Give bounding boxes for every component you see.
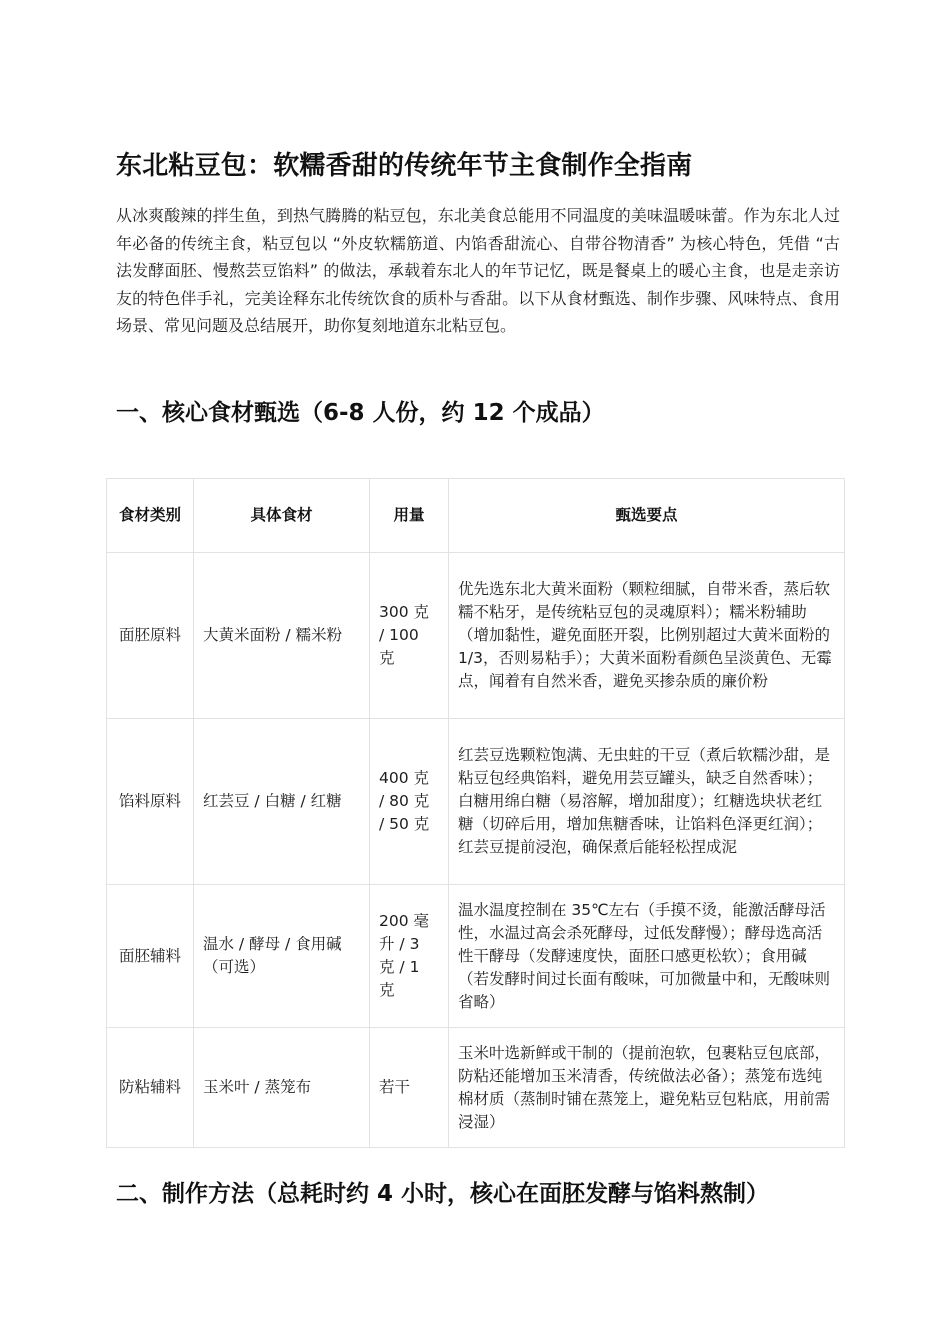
cell-amount: 400 克 / 80 克 / 50 克 — [370, 719, 449, 885]
cell-ingredients: 大黄米面粉 / 糯米粉 — [194, 553, 370, 719]
cell-ingredients: 红芸豆 / 白糖 / 红糖 — [194, 719, 370, 885]
cell-notes: 玉米叶选新鲜或干制的（提前泡软，包裹粘豆包底部，防粘还能增加玉米清香，传统做法必备）；蒸笼布选纯棉材质（蒸制时铺在蒸笼上，避免粘豆包粘底，用前需浸湿） — [449, 1028, 845, 1148]
table-row — [107, 553, 845, 719]
cell-ingredients: 玉米叶 / 蒸笼布 — [194, 1028, 370, 1148]
cell-notes: 优先选东北大黄米面粉（颗粒细腻，自带米香，蒸后软糯不粘牙，是传统粘豆包的灵魂原料）；糯米粉辅助（增加黏性，避免面胚开裂，比例别超过大黄米面粉的 1/3，否则易粘手）；大黄米面粉看颜色呈淡黄色、无霉点，闻着有自然米香，避免买掺杂质的廉价粉 — [449, 553, 845, 719]
cell-ingredients: 温水 / 酵母 / 食用碱（可选） — [194, 885, 370, 1028]
cell-category: 面胚原料 — [107, 553, 194, 719]
intro-paragraph: 从冰爽酸辣的拌生鱼，到热气腾腾的粘豆包，东北美食总能用不同温度的美味温暖味蕾。作为东北人过年必备的传统主食，粘豆包以 “外皮软糯筋道、内馅香甜流心、自带谷物清香” 为核心特色，凭借 “古法发酵面胚、慢熬芸豆馅料” 的做法，承载着东北人的年节记忆，既是餐桌上的暖心主食，也是走亲访友的特色伴手礼，完美诠释东北传统饮食的质朴与香甜。以下从食材甄选、制作步骤、风味特点、食用场景、常见问题及总结展开，助你复刻地道东北粘豆包。 — [116, 206, 840, 336]
header-category: 食材类别 — [107, 479, 194, 553]
header-ingredients: 具体食材 — [194, 479, 370, 553]
cell-category: 馅料原料 — [107, 719, 194, 885]
cell-amount: 200 毫升 / 3 克 / 1 克 — [370, 885, 449, 1028]
cell-notes: 红芸豆选颗粒饱满、无虫蛀的干豆（煮后软糯沙甜，是粘豆包经典馅料，避免用芸豆罐头，缺乏自然香味）；白糖用绵白糖（易溶解，增加甜度）；红糖选块状老红糖（切碎后用，增加焦糖香味，让馅料色泽更红润）；红芸豆提前浸泡，确保煮后能轻松捏成泥 — [449, 719, 845, 885]
cell-amount: 若干 — [370, 1028, 449, 1148]
table-row — [107, 1028, 845, 1148]
section-heading-ingredients: 一、核心食材甄选（6-8 人份，约 12 个成品） — [116, 400, 605, 426]
ingredients-table — [106, 478, 845, 1148]
header-notes: 甄选要点 — [449, 479, 845, 553]
header-amount: 用量 — [370, 479, 449, 553]
table-header-row — [107, 479, 845, 553]
cell-amount: 300 克 / 100 克 — [370, 553, 449, 719]
cell-category: 面胚辅料 — [107, 885, 194, 1028]
page-title: 东北粘豆包：软糯香甜的传统年节主食制作全指南 — [116, 151, 693, 181]
table-row — [107, 885, 845, 1028]
section-heading-method: 二、制作方法（总耗时约 4 小时，核心在面胚发酵与馅料熬制） — [116, 1181, 770, 1207]
cell-category: 防粘辅料 — [107, 1028, 194, 1148]
table-row — [107, 719, 845, 885]
cell-notes: 温水温度控制在 35℃左右（手摸不烫，能激活酵母活性，水温过高会杀死酵母，过低发酵慢）；酵母选高活性干酵母（发酵速度快，面胚口感更松软）；食用碱（若发酵时间过长面有酸味，可加微量中和，无酸味则省略） — [449, 885, 845, 1028]
